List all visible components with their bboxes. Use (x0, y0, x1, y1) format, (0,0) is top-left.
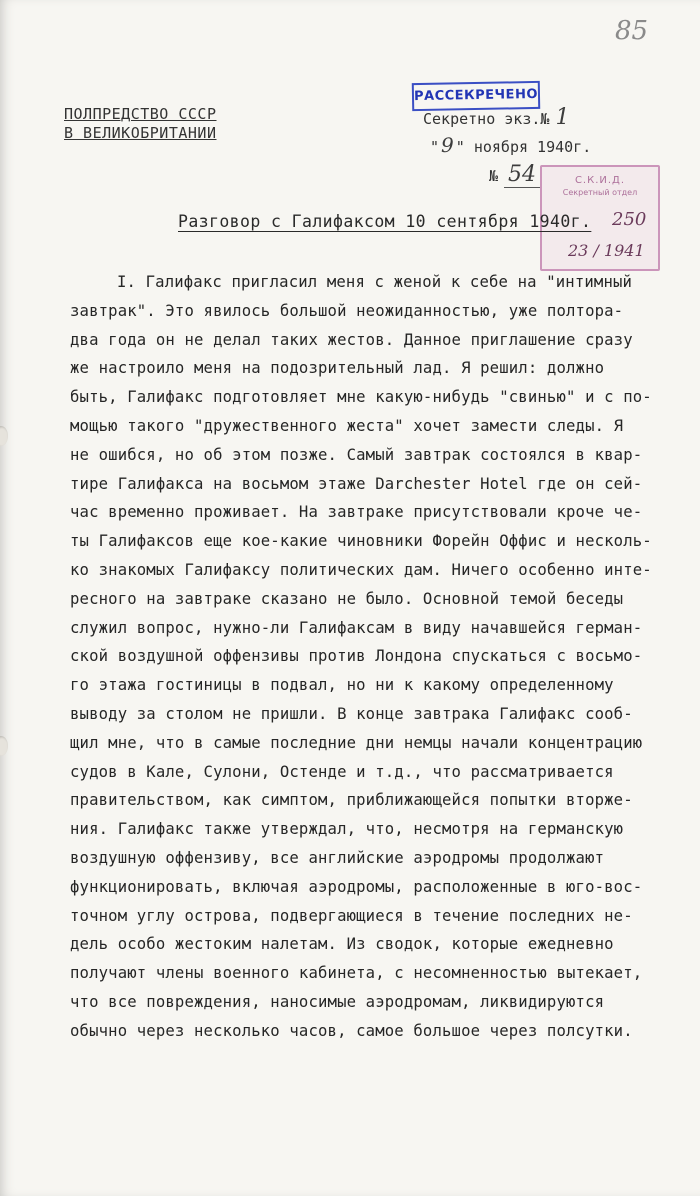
body-line: обычно через несколько часов, самое большое через полсутки. (70, 1021, 633, 1040)
stamp-line-1: С.К.И.Д. (574, 175, 626, 186)
secret-label: Секретно экз.№ (423, 110, 550, 128)
body-line: служил вопрос, нужно-ли Галифаксам в виду начавшейся герман- (70, 618, 643, 637)
copy-number: 1 (555, 105, 570, 130)
body-line: что все повреждения, наносимые аэродромам, ликвидируются (70, 992, 605, 1011)
body-line: дель особо жестоким налетам. Из сводок, которые ежедневно (70, 935, 614, 954)
body-line: же настроило меня на подозрительный лад. Я решил: должно (70, 359, 605, 378)
body-line: два года он не делал таких жестов. Данное приглашение сразу (70, 330, 633, 349)
body-line: ресного на завтраке сказано не было. Основной темой беседы (70, 589, 624, 608)
body-line: час временно проживает. На завтраке присутствовали кроче че- (70, 503, 643, 522)
body-line: функционировать, включая аэродромы, расположенные в юго-вос- (70, 877, 643, 896)
body-line: I. Галифакс пригласил меня с женой к себе на "интимный (117, 273, 633, 291)
date-open-quote: " (430, 138, 440, 156)
date-rest: " ноября 1940г. (455, 138, 592, 156)
document-title: Разговор с Галифаксом 10 сентября 1940г. (178, 212, 592, 231)
body-text (70, 268, 685, 1046)
body-line: быть, Галифакс подготовляет мне какую-нибудь "свинью" и с по- (70, 388, 652, 407)
body-line: щил мне, что в самые последние дни немцы начали концентрацию (70, 733, 643, 752)
organization-header (64, 105, 217, 143)
stamp-line-2: Секретный отдел (562, 188, 638, 197)
document-number: 54 (504, 162, 540, 188)
page-number: 85 (615, 16, 649, 46)
binder-hole (0, 426, 8, 446)
body-line: ской воздушной оффензивы против Лондона спускаться с восьмо- (70, 647, 643, 666)
body-line: выводу за столом не пришли. В конце завтрака Галифакс сооб- (70, 704, 633, 723)
body-line: мощью такого "дружественного жеста" хочет замести следы. Я (70, 416, 624, 435)
org-line: ПОЛПРЕДСТВО СССР (64, 105, 217, 123)
secret-copy-line (423, 105, 569, 130)
body-line: завтрак". Это явилось большой неожиданностью, уже полтора- (70, 301, 624, 320)
number-label: № (489, 167, 499, 185)
date-line (430, 133, 591, 157)
document-number-line (489, 162, 540, 187)
body-line: получают члены военного кабинета, с несомненностью вытекает, (70, 964, 643, 983)
body-line: го этажа гостиницы в подвал, но ни к какому определенному (70, 676, 614, 695)
body-line: не ошибся, но об этом позже. Самый завтрак состоялся в квар- (70, 445, 643, 464)
binder-hole (0, 736, 8, 756)
declassified-stamp: РАССЕКРЕЧЕНО (412, 81, 540, 111)
body-line: ко знакомых Галифаксу политических дам. Ничего особенно инте- (70, 560, 652, 579)
org-line: В ВЕЛИКОБРИТАНИИ (64, 124, 217, 142)
body-line: ния. Галифакс также утверждал, что, несмотря на германскую (70, 820, 624, 839)
body-line: точном углу острова, подвергающиеся в течение последних не- (70, 906, 633, 925)
date-day: 9 (441, 133, 454, 157)
stamp-date: 23 / 1941 (568, 241, 645, 260)
body-line: судов в Кале, Сулони, Остенде и т.д., что рассматривается (70, 762, 614, 781)
body-line: воздушную оффензиву, все английские аэродромы продолжают (70, 848, 605, 867)
stamp-incoming-number: 250 (612, 209, 647, 230)
body-line: правительством, как симптом, приближающейся попытки вторже- (70, 791, 633, 810)
body-line: ты Галифаксов еще кое-какие чиновники Форейн Оффис и несколь- (70, 532, 652, 551)
body-line: тире Галифакса на восьмом этаже Darchester Hotel где он сей- (70, 474, 643, 493)
